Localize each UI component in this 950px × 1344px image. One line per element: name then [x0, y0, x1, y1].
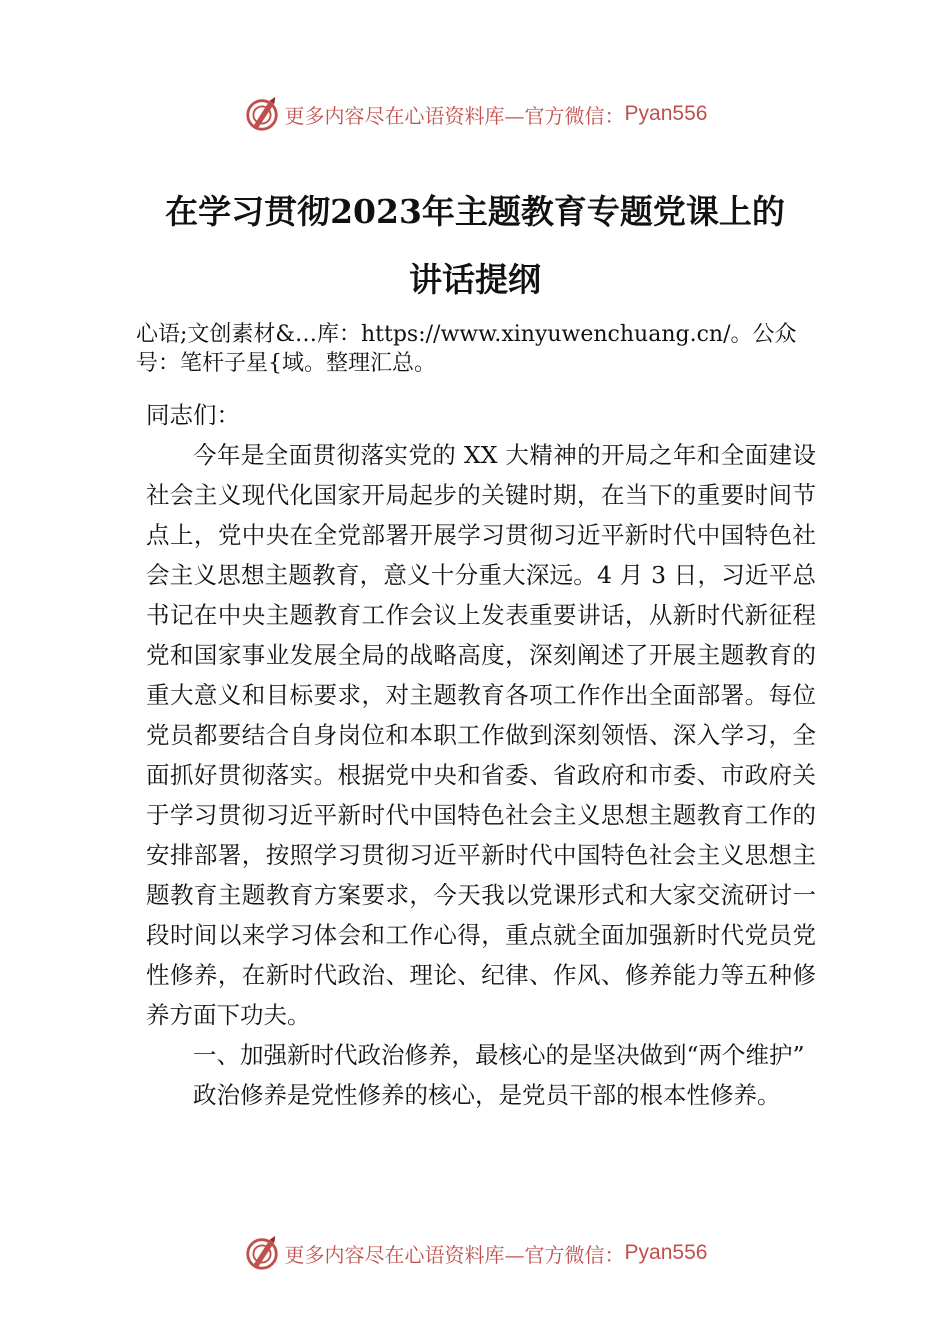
banner-text: 更多内容尽在心语资料库—官方微信：	[284, 103, 625, 128]
footer-banner	[0, 1233, 950, 1273]
title-line-1: 在学习贯彻2023年主题教育专题党课上的	[165, 192, 785, 231]
source-note: 心语;文创素材&…库：https://www.xinyuwenchuang.cn/。公众号：笔杆子星{域。整理汇总。	[136, 322, 797, 376]
title-line-2: 讲话提纲	[409, 260, 541, 299]
quill-pen-logo-icon	[243, 95, 281, 133]
quill-pen-logo-icon	[243, 1234, 281, 1272]
header-banner	[0, 94, 950, 134]
wechat-id: Pyan556	[624, 1241, 708, 1264]
paragraph: 政治修养是党性修养的核心，是党员干部的根本性修养。	[193, 1081, 781, 1109]
document-body	[146, 395, 816, 1115]
section-heading: 一、加强新时代政治修养，最核心的是坚决做到“两个维护”	[193, 1041, 805, 1069]
wechat-id: Pyan556	[624, 102, 708, 125]
page-title	[100, 178, 850, 314]
paragraph: 今年是全面贯彻落实党的 XX 大精神的开局之年和全面建设社会主义现代化国家开局起步的关键时期，在当下的重要时间节点上，党中央在全党部署开展学习贯彻习近平新时代中国特色社会主义思想主题教育，意义十分重大深远。4 月 3 日，习近平总书记在中央主题教育工作会议上发表重要讲话，从新时代新征程党和国家事业发展全局的战略高度，深刻阐述了开展主题教育的重大意义和目标要求，对主题教育各项工作作出全面部署。每位党员都要结合自身岗位和本职工作做到深刻领悟、深入学习，全面抓好贯彻落实。根据党中央和省委、省政府和市委、市政府关于学习贯彻习近平新时代中国特色社会主义思想主题教育工作的安排部署，按照学习贯彻习近平新时代中国特色社会主义思想主题教育主题教育方案要求，今天我以党课形式和大家交流研讨一段时间以来学习体会和工作心得，重点就全面加强新时代党员党性修养，在新时代政治、理论、纪律、作风、修养能力等五种修养方面下功夫。	[146, 441, 816, 1029]
salutation: 同志们：	[146, 401, 240, 429]
banner-text: 更多内容尽在心语资料库—官方微信：	[284, 1242, 625, 1267]
